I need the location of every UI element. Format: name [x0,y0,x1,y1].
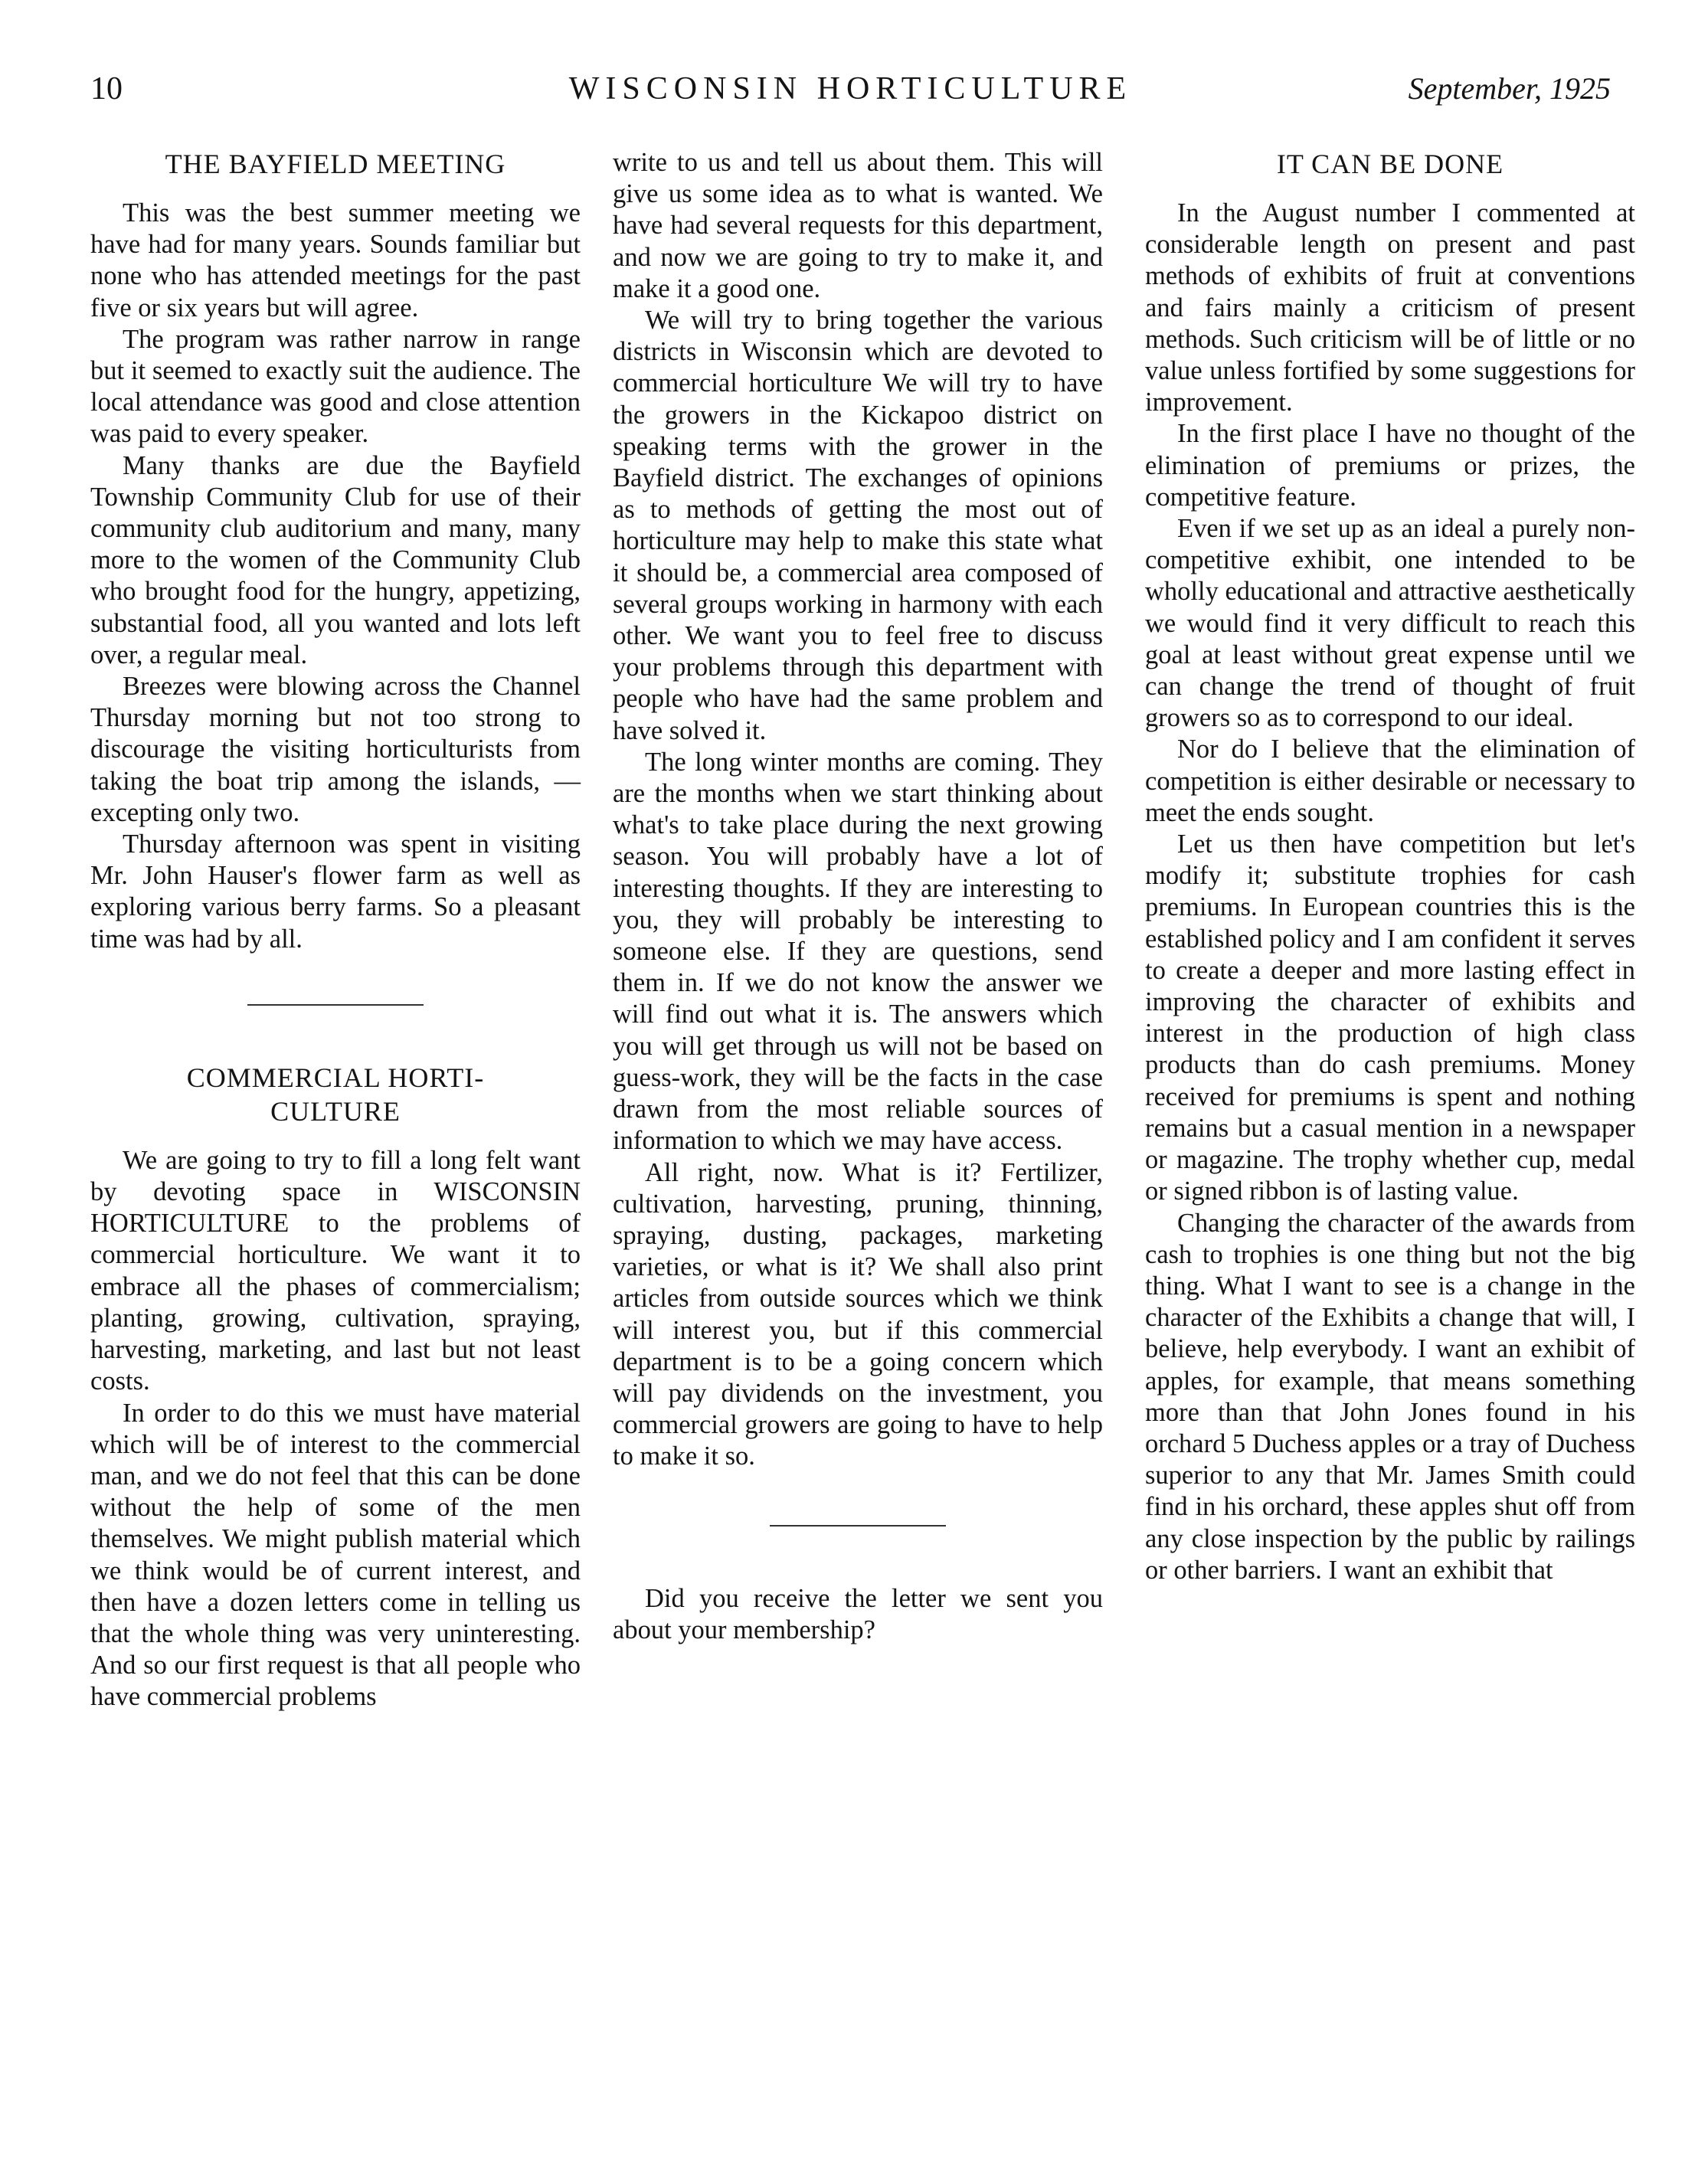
paragraph: Let us then have competition but let's modify it; substitute trophies for cash premiums. In European countries this is the established policy and I am confident it serves to create a deeper and more lasting effect in improving the character of exhibits and interest in the production of high class products than do cash premiums. Money received for premiums is spent and nothing remains but a casual mention in a newspaper or magazine. The trophy whether cup, medal or signed ribbon is of lasting value. [1145,830,1635,1206]
paragraph: In order to do this we must have material which will be of interest to the commercial man, and we do not feel that this can be done without the help of some of the men themselves. We might publish material which we think would be of current interest, and then have a dozen letters come in telling us that the whole thing was very uninteresting. And so our first request is that all people who have commercial problems [90,1398,581,1712]
section-divider [247,1004,424,1006]
paragraph: Thursday afternoon was spent in visiting Mr. John Hauser's flower farm as well as exploring various berry farms. So a pleasant time was had by all. [90,830,581,954]
paragraph: All right, now. What is it? Fertilizer, cultivation, harvesting, pruning, thinning, spraying, dusting, packages, marketing varieties, or what is it? We shall also print articles from outside sources which we think will interest you, but if this commercial department is to be a going concern which will pay dividends on the investment, you commercial growers are going to have to help to make it so. [613,1157,1103,1471]
paragraph: write to us and tell us about them. This will give us some idea as to what is wanted. We have had several requests for this department, and now we are going to try to make it, and make it a good one. [613,148,1103,303]
article-commercial-horticulture-continued [613,147,1103,1473]
article-heading: THE BAYFIELD MEETING [165,149,506,179]
journal-title: WISCONSIN HORTICULTURE [568,71,1133,106]
paragraph: Nor do I believe that the elimination of competition is either desirable or necessary to meet the ends sought. [1145,735,1635,827]
paragraph: We are going to try to fill a long felt want by devoting space in WISCONSIN HORTICULTURE to the problems of commercial horticulture. We want it to embrace all the phases of commercialism; planting, growing, cultivation, spraying, harvesting, marketing, and last but not least costs. [90,1145,581,1396]
heading-line: CULTURE [270,1095,401,1127]
paragraph: Changing the character of the awards from cash to trophies is one thing but not the big thing. What I want to see is a change in the character of the Exhibits a change that will, I believe, help everybody. I want an exhibit of apples, for example, that means something more than that John Jones found in his orchard 5 Duchess apples or a tray of Duchess superior to any that Mr. James Smith could find in his orchard, these apples shut off from any close inspection by the public by railings or other barriers. I want an exhibit that [1145,1208,1635,1585]
page-number: 10 [90,71,123,106]
article-it-can-be-done [1145,147,1635,1586]
column-middle [613,147,1103,1646]
membership-notice: Did you receive the letter we sent you about your membership? [613,1583,1103,1644]
paragraph: This was the best summer meeting we have had for many years. Sounds familiar but none who has attended meetings for the past five or six years but will agree. [90,198,581,322]
paragraph: In the August number I commented at considerable length on present and past methods of exhibits of fruit at conventions and fairs mainly a criticism of present methods. Such criticism will be of little or no value unless fortified by some suggestions for improvement. [1145,198,1635,417]
issue-date: September, 1925 [1408,71,1611,106]
paragraph: The long winter months are coming. They are the months when we start thinking about what's to take place during the next growing season. You will probably have a lot of interesting thoughts. If they are interesting to you, they will probably be interesting to someone else. If they are questions, send them in. If we do not know the answer we will find out what it is. The answers which you will get through us will not be based on guess-work, they will be the facts in the case drawn from the most reliable sources of information to which we may have access. [613,747,1103,1156]
column-left [90,147,581,1713]
paragraph: Many thanks are due the Bayfield Township Community Club for use of their community club auditorium and many, many more to the women of the Community Club who brought food for the hungry, appetizing, substantial food, all you wanted and lots left over, a regular meal. [90,450,581,669]
article-bayfield-meeting [90,147,581,955]
article-commercial-horticulture [90,1061,581,1713]
paragraph: We will try to bring together the various districts in Wisconsin which are devoted to commercial horticulture We will try to have the growers in the Kickapoo district on speaking terms with the grower in the Bayfield district. The exchanges of opinions as to methods of getting the most out of horticulture may help to make this state what it should be, a commercial area composed of several groups working in harmony with each other. We want you to feel free to discuss your problems through this department with people who have had the same problem and have solved it. [613,306,1103,745]
heading-line: COMMERCIAL HORTI- [186,1062,485,1093]
paragraph: Even if we set up as an ideal a purely non-competitive exhibit, one intended to be wholly educational and attractive aesthetically we would find it very difficult to reach this goal at least without great expense until we can change the trend of thought of fruit growers so as to correspond to our ideal. [1145,514,1635,733]
paragraph: Breezes were blowing across the Channel Thursday morning but not too strong to discourage the visiting horticulturists from taking the boat trip among the islands, — excepting only two. [90,672,581,827]
paragraph: The program was rather narrow in range but it seemed to exactly suit the audience. The local attendance was good and close attention was paid to every speaker. [90,324,581,449]
section-divider [770,1525,946,1527]
page-header [90,70,1611,116]
column-right [1145,147,1635,1586]
article-heading [90,1061,581,1128]
article-heading: IT CAN BE DONE [1276,149,1504,179]
paragraph: In the first place I have no thought of the elimination of premiums or prizes, the competitive feature. [1145,419,1635,512]
